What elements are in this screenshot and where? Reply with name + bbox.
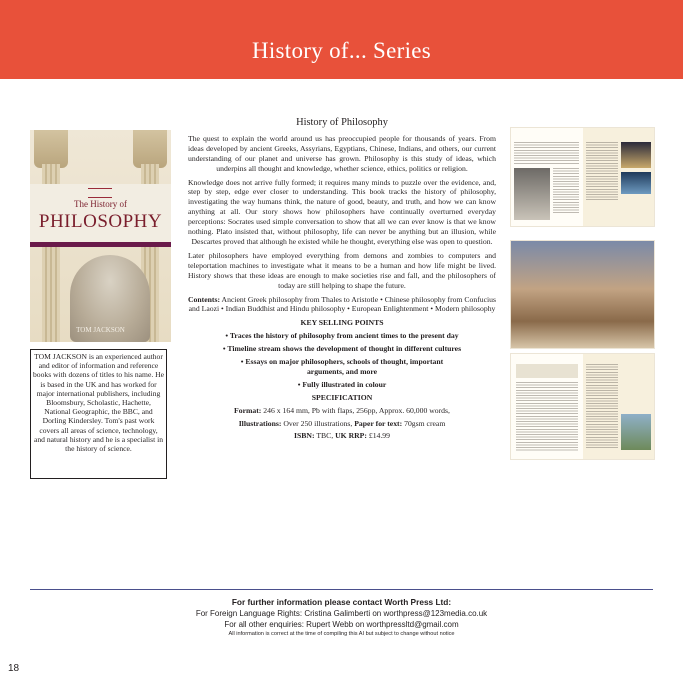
paragraph-1: The quest to explain the world around us has preoccupied people for thousands of years. From ideas developed by ancient Greeks, Assyrians, Egyptians, Chinese, Indians, and others, our current understanding of our planet and universe has grown. Philosophy is this study of ideas, which underpins all thought and knowledge, whether science, ethics, politics or religion. <box>188 133 496 173</box>
contents-text: Ancient Greek philosophy from Thales to Aristotle • Chinese philosophy from Confucius and Laozi • Indian Buddhist and Hindu philosophy • European Enlightenment • Modern philosophy <box>188 294 496 314</box>
cover-big-title: PHILOSOPHY <box>38 211 163 232</box>
ksp-heading: KEY SELLING POINTS <box>300 318 384 328</box>
contact-other-enquiries: For all other enquiries: Rupert Webb on worthpressltd@gmail.com <box>224 620 459 629</box>
isbn-label: ISBN: <box>294 431 315 441</box>
page-number: 18 <box>8 663 20 674</box>
series-title: History of... Series <box>251 38 432 63</box>
footer-rule <box>30 589 653 590</box>
contact-foreign-rights: For Foreign Language Rights: Cristina Galimberti on worthpress@123media.co.uk <box>195 609 488 618</box>
sample-painting-image <box>511 241 654 348</box>
spec-format <box>188 406 496 416</box>
illustration-image <box>621 172 651 194</box>
buddha-image <box>621 414 651 450</box>
cover-small-title: The History of <box>74 199 127 209</box>
text-block <box>586 364 618 450</box>
text-block <box>514 142 579 164</box>
cover-author: TOM JACKSON <box>76 326 125 334</box>
contents-line <box>188 295 496 315</box>
ksp-item: • Traces the history of philosophy from ancient times to the present day <box>225 331 459 341</box>
spread-page-right <box>583 128 654 226</box>
column-capital-right <box>133 130 167 168</box>
book-title: History of Philosophy <box>296 117 388 128</box>
column-capital-left <box>34 130 68 168</box>
isbn-text: TBC, <box>316 431 334 441</box>
ksp-item: • Essays on major philosophers, schools of thought, important arguments, and more <box>240 357 444 376</box>
text-block <box>553 168 579 214</box>
scales-image <box>621 142 651 168</box>
author-bio-box <box>30 349 167 479</box>
contents-label: Contents: <box>188 294 221 304</box>
rrp-text: £14.99 <box>368 431 390 441</box>
paper-text: 70gsm cream <box>404 418 446 428</box>
contact-heading: For further information please contact Worth Press Ltd: <box>231 597 452 607</box>
ksp-item: • Timeline stream shows the development of thought in different cultures <box>222 344 462 354</box>
spec-illustrations <box>188 419 496 429</box>
timeline-image <box>516 364 578 378</box>
ksp-item: • Fully illustrated in colour <box>297 379 387 389</box>
cover-ornament <box>88 188 112 198</box>
sample-spread-1 <box>511 128 654 226</box>
text-block <box>586 142 618 202</box>
cover-stripe <box>30 242 171 247</box>
spread-page-left <box>511 354 582 459</box>
text-block <box>516 382 578 452</box>
rrp-label: UK RRP: <box>335 431 367 441</box>
paper-label: Paper for text: <box>354 418 403 428</box>
book-description <box>188 118 496 444</box>
author-bio-text: TOM JACKSON is an experienced author and editor of information and reference books with dozens of titles to his name. He is based in the UK and has worked for major international publishers, including Bloomsbury, Scholastic, Hachette, National Geographic, the BBC, and Dorling Kindersley. Tom's past work covers all areas of science, technology, and natural history and he is a specialist in the history of science. <box>33 352 164 454</box>
spec-isbn <box>188 431 496 441</box>
paragraph-2: Knowledge does not arrive fully formed; it requires many minds to puzzle over the evidence, and, step by step, edge ever closer to understanding. This book tracks the history of philosophy, investigating the way humans think, the nature of good, beauty, and truth, and how we can know anything at all. Our story shows how philosophers have continually overturned everyday perceptions: Socrates used simple conversation to show that all we can ever know is that we know nothing. Plato insisted that, without philosophy, life can never be anything but an illusion, while Descartes proved that although he existed while he thought, everything else was open to question. <box>188 177 496 246</box>
sample-spread-2 <box>511 354 654 459</box>
illus-text: Over 250 illustrations, <box>283 418 353 428</box>
paragraph-3: Later philosophers have employed everything from demons and zombies to computers and teleportation machines to investigate what it means to be a human and how life might be lived. History shows that these ideas are enough to make societies rise and fall, and the philosophers of today are still helping to shape the future. <box>188 250 496 290</box>
format-text: 246 x 164 mm, Pb with flaps, 256pp, Approx. 60,000 words, <box>263 405 450 415</box>
disclaimer: All information is correct at the time of compiling this AI but subject to change without notice <box>228 631 455 637</box>
illus-label: Illustrations: <box>238 418 282 428</box>
spread-page-left <box>511 128 582 226</box>
header-banner <box>0 0 683 79</box>
spread-page-right <box>583 354 654 459</box>
format-label: Format: <box>234 405 262 415</box>
spec-heading: SPECIFICATION <box>311 392 373 402</box>
portrait-image <box>514 168 550 220</box>
book-cover-image <box>30 130 171 342</box>
